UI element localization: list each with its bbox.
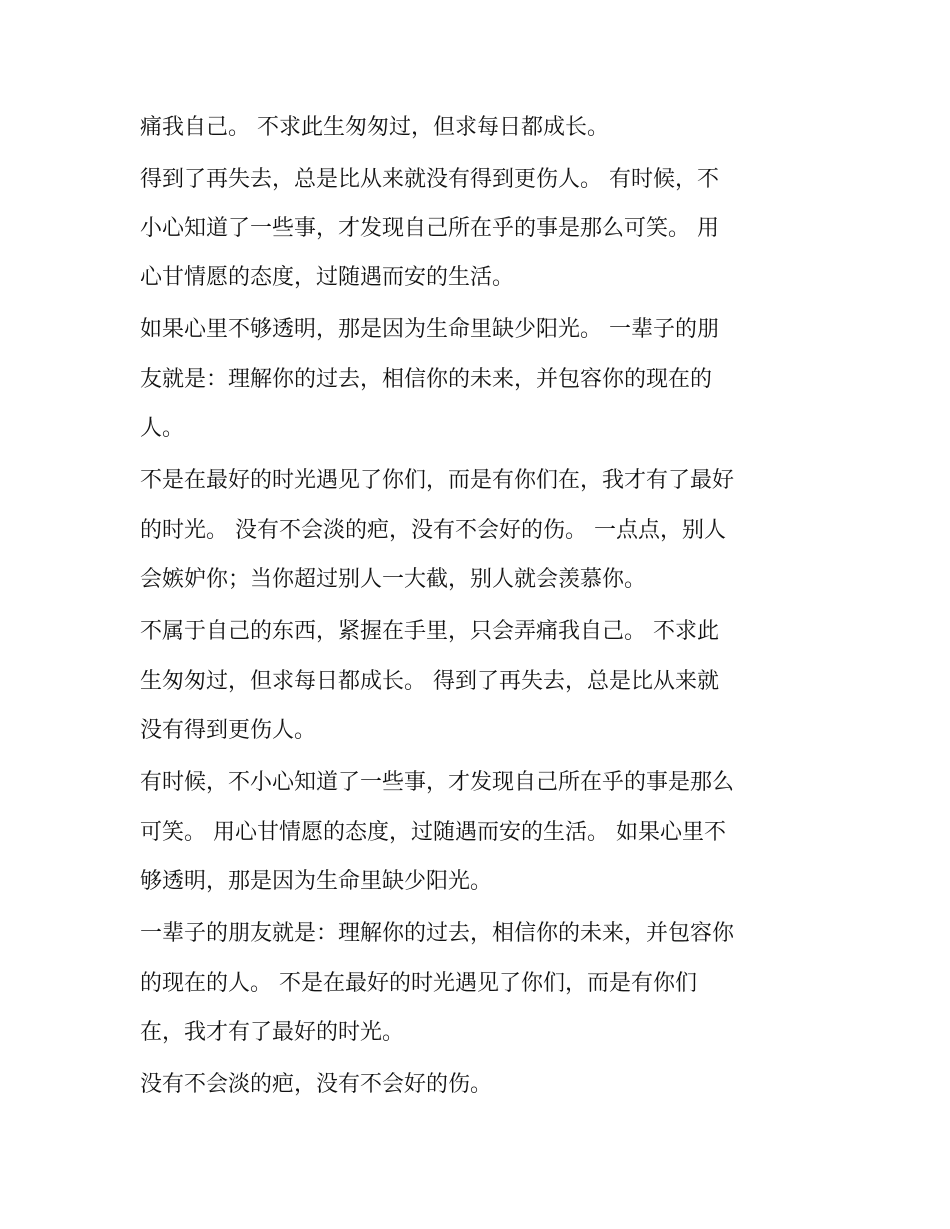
text-line: 的时光。 没有不会淡的疤，没有不会好的伤。 一点点，别人 [140,518,726,543]
text-line: 如果心里不够透明，那是因为生命里缺少阳光。 一辈子的朋 [140,317,719,342]
text-line: 在，我才有了最好的时光。 [140,1020,405,1045]
text-line: 友就是：理解你的过去，相信你的未来，并包容你的现在的 [140,367,713,392]
text-line: 一辈子的朋友就是：理解你的过去，相信你的未来，并包容你 [140,921,735,946]
text-line: 的现在的人。 不是在最好的时光遇见了你们，而是有你们 [140,971,697,996]
text-line: 人。 [140,416,185,441]
text-line: 痛我自己。 不求此生匆匆过，但求每日都成长。 [140,115,609,140]
text-line: 不属于自己的东西，紧握在手里，只会弄痛我自己。 不求此 [140,619,719,644]
text-line: 没有不会淡的疤，没有不会好的伤。 [140,1072,493,1097]
text-line: 小心知道了一些事，才发现自己所在乎的事是那么可笑。 用 [140,216,719,241]
text-line: 得到了再失去，总是比从来就没有得到更伤人。 有时候，不 [140,167,719,192]
text-line: 心甘情愿的态度，过随遇而安的生活。 [140,265,515,290]
text-line: 不是在最好的时光遇见了你们，而是有你们在，我才有了最好 [140,468,735,493]
text-line: 有时候，不小心知道了一些事，才发现自己所在乎的事是那么 [140,770,735,795]
text-line: 会嫉妒你；当你超过别人一大截，别人就会羡慕你。 [140,567,647,592]
text-line: 生匆匆过，但求每日都成长。 得到了再失去，总是比从来就 [140,669,719,694]
text-line: 够透明，那是因为生命里缺少阳光。 [140,869,493,894]
text-line: 可笑。 用心甘情愿的态度，过随遇而安的生活。 如果心里不 [140,820,726,845]
text-line: 没有得到更伤人。 [140,718,317,743]
